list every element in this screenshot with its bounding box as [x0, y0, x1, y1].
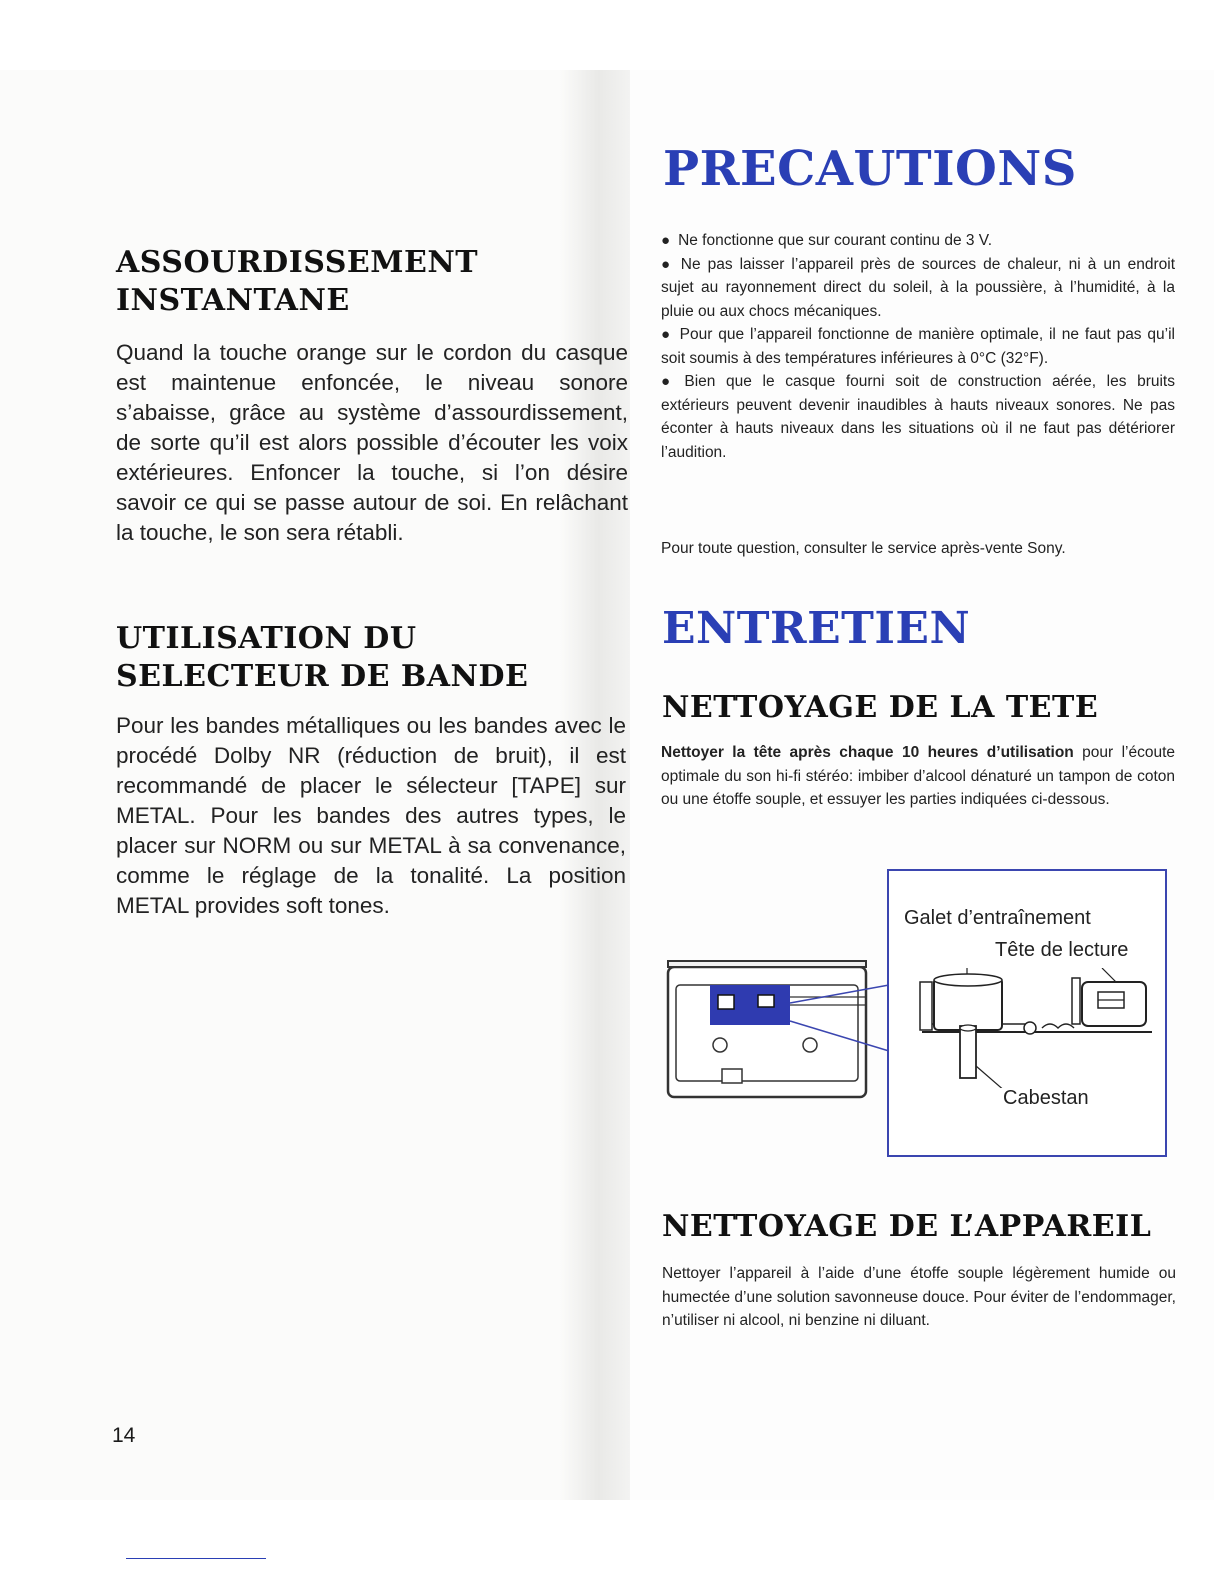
precaution-item: ● Ne pas laisser l’appareil près de sources de chaleur, ni à un endroit sujet au rayonnement direct du soleil, à la poussière, à l’humidité, à la pluie ou aux chocs mécaniques. [661, 253, 1175, 324]
entretien-title: ENTRETIEN [662, 603, 971, 654]
precautions-note: Pour toute question, consulter le service après-vente Sony. [661, 540, 1066, 557]
precautions-list [661, 229, 1175, 464]
precaution-item: ● Bien que le casque fourni soit de construction aérée, les bruits extérieurs peuvent devenir inaudibles à hauts niveaux sonores. Ne pas éconter à hauts niveaux dans les situations où il ne faut pas détériorer l’audition. [661, 370, 1175, 464]
label-pinch-roller: Galet d’entraînement [904, 907, 1091, 929]
head-cleaning-body: Nettoyer la tête après chaque 10 heures d’utilisation pour l’écoute optimale du son hi-fi stéréo: imbiber d’alcool dénaturé un tampon de coton ou une étoffe souple, et essuyer les parties indiquées ci-dessous. [661, 744, 1175, 808]
page-number: 14 [112, 1424, 136, 1447]
head-mechanism-drawing [912, 968, 1157, 1088]
section-assourdissement [116, 244, 576, 320]
assourdissement-body: Quand la touche orange sur le cordon du casque est maintenue enfoncée, le niveau sonore s’abaisse, grâce au système d’assourdissement, de sorte qu’il est alors possible d’écouter les voix extérieures. Enfoncer la touche, si l’on désire savoir ce qui se passe autour de soi. En relâchant la touche, le son sera rétabli. [116, 340, 628, 545]
footer-rule [126, 1558, 266, 1559]
precaution-item: ● Ne fonctionne que sur courant continu de 3 V. [661, 229, 1175, 253]
label-playback-head: Tête de lecture [995, 939, 1129, 961]
unit-cleaning-body: Nettoyer l’appareil à l’aide d’une étoffe souple légèrement humide ou humectée d’une solution savonneuse douce. Pour éviter de l’endommager, n’utiliser ni alcool, ni benzine ni diluant. [662, 1265, 1176, 1329]
section-selecteur [116, 620, 576, 696]
unit-cleaning-title: NETTOYAGE DE L’APPAREIL [662, 1209, 1152, 1244]
section-title-assourdissement: ASSOURDISSEMENT INSTANTANE [116, 245, 479, 318]
selecteur-body: Pour les bandes métalliques ou les bandes avec le procédé Dolby NR (réduction de bruit), il est recommandé de placer le sélecteur [TAPE] sur METAL. Pour les bandes des autres types, le placer sur NORM ou sur METAL à sa convenance, comme le réglage de la tonalité. La position METAL provides soft tones. [116, 713, 626, 918]
label-capstan: Cabestan [1003, 1087, 1089, 1109]
section-title-selecteur: UTILISATION DU SELECTEUR DE BANDE [116, 621, 529, 694]
head-cleaning-title: NETTOYAGE DE LA TETE [662, 690, 1099, 725]
precaution-item: ● Pour que l’appareil fonctionne de manière optimale, il ne faut pas qu’il soit soumis à des températures inférieures à 0°C (32°F). [661, 323, 1175, 370]
precautions-title: PRECAUTIONS [663, 141, 1077, 197]
cassette-unit-illustration [660, 955, 895, 1105]
